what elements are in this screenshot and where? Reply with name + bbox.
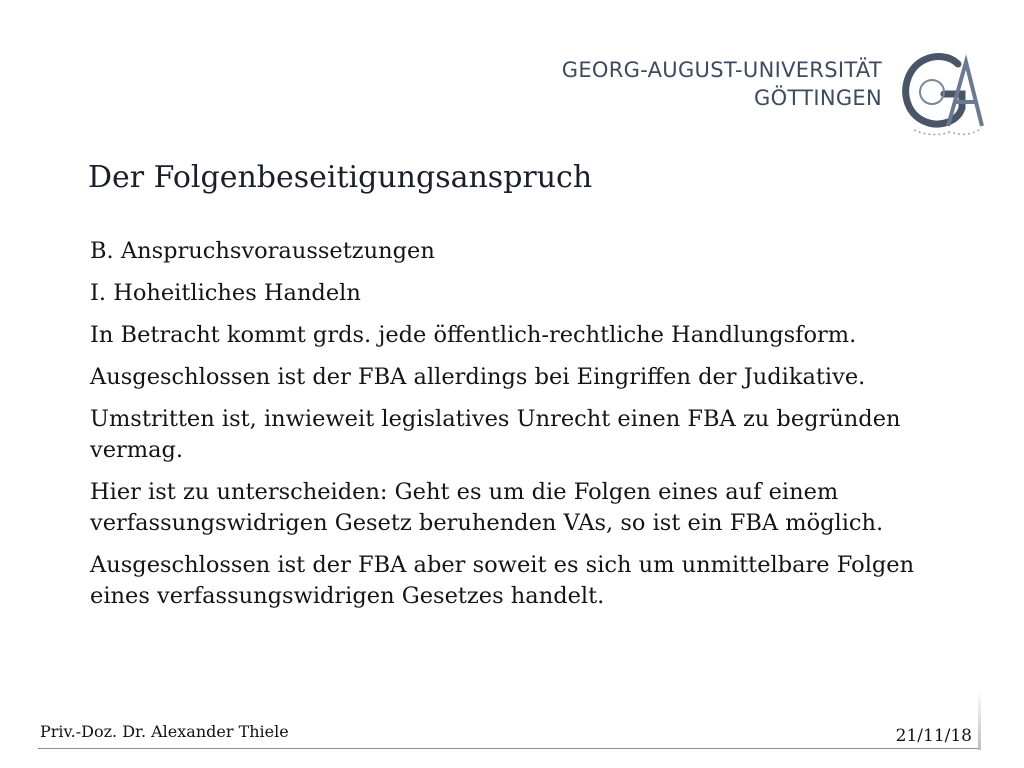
paragraph: Umstritten ist, inwieweit legislatives Unrecht einen FBA zu begründen vermag. — [90, 406, 901, 463]
paragraph: Ausgeschlossen ist der FBA allerdings bei Eingriffen der Judikative. — [90, 364, 866, 390]
university-name — [562, 56, 882, 112]
footer-author: Priv.-Doz. Dr. Alexander Thiele — [40, 722, 289, 741]
university-seal-logo — [896, 48, 992, 140]
paragraph: Hier ist zu unterscheiden: Geht es um die Folgen eines auf einem verfassungswidrigen Gesetz beruhenden VAs, so ist ein FBA möglich. — [90, 479, 884, 536]
slide-title: Der Folgenbeseitigungsanspruch — [88, 160, 593, 195]
footer-date: 21/11/18 — [895, 726, 972, 746]
decorative-vertical-rule — [978, 690, 981, 750]
paragraph-section-heading: B. Anspruchsvoraussetzungen — [90, 238, 435, 264]
paragraph: In Betracht kommt grds. jede öffentlich-rechtliche Handlungsform. — [90, 322, 857, 348]
slide-content — [90, 236, 950, 623]
university-name-line2: GÖTTINGEN — [754, 86, 882, 110]
paragraph-subsection-heading: I. Hoheitliches Handeln — [90, 280, 361, 306]
footer-divider — [38, 748, 980, 749]
paragraph: Ausgeschlossen ist der FBA aber soweit es sich um unmittelbare Folgen eines verfassungswidrigen Gesetzes handelt. — [90, 552, 915, 609]
university-name-line1: GEORG-AUGUST-UNIVERSITÄT — [561, 58, 882, 82]
